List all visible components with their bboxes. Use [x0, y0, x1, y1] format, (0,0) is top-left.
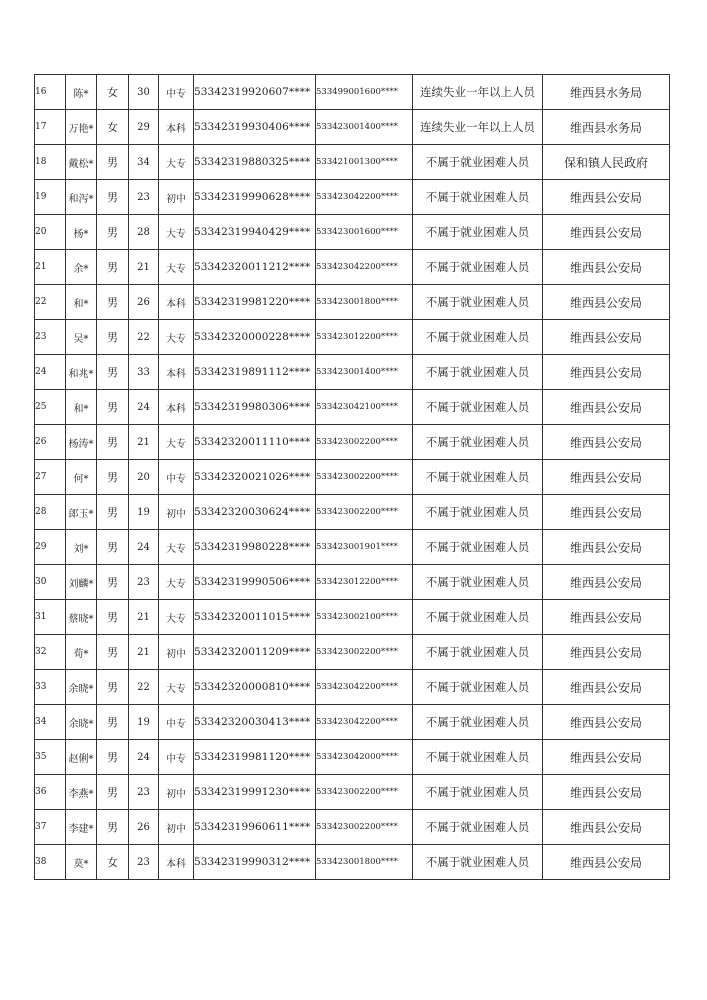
row-id-number: 53342319891112**** [194, 355, 316, 390]
row-age: 26 [129, 285, 159, 320]
row-age: 24 [129, 530, 159, 565]
table-row [35, 530, 670, 565]
row-id-number: 53342320011110**** [194, 425, 316, 460]
row-age: 21 [129, 635, 159, 670]
row-education: 本科 [159, 390, 194, 425]
row-id-number: 53342320011209**** [194, 635, 316, 670]
row-unit: 维西县公安局 [543, 495, 670, 530]
row-id-number: 53342320030624**** [194, 495, 316, 530]
row-code: 533423002200**** [316, 810, 413, 845]
row-gender: 男 [97, 705, 129, 740]
table-row [35, 110, 670, 145]
table-row [35, 250, 670, 285]
row-age: 24 [129, 390, 159, 425]
row-seq: 32 [35, 635, 66, 670]
row-unit: 保和镇人民政府 [543, 145, 670, 180]
row-unit: 维西县公安局 [543, 740, 670, 775]
table-row [35, 600, 670, 635]
row-age: 21 [129, 600, 159, 635]
row-id-number: 53342319981220**** [194, 285, 316, 320]
row-education: 中专 [159, 705, 194, 740]
row-gender: 男 [97, 285, 129, 320]
row-education: 大专 [159, 600, 194, 635]
row-code: 533423001800**** [316, 845, 413, 880]
roster-body [35, 75, 670, 880]
row-seq: 36 [35, 775, 66, 810]
row-unit: 维西县公安局 [543, 670, 670, 705]
row-unit: 维西县公安局 [543, 180, 670, 215]
row-gender: 男 [97, 250, 129, 285]
row-code: 533423042200**** [316, 670, 413, 705]
table-row [35, 845, 670, 880]
row-name: 余晓* [66, 705, 97, 740]
table-row [35, 355, 670, 390]
row-education: 大专 [159, 320, 194, 355]
row-age: 33 [129, 355, 159, 390]
row-age: 28 [129, 215, 159, 250]
row-unit: 维西县水务局 [543, 110, 670, 145]
row-education: 大专 [159, 670, 194, 705]
row-name: 戴松* [66, 145, 97, 180]
row-age: 29 [129, 110, 159, 145]
row-code: 533423001600**** [316, 215, 413, 250]
row-seq: 18 [35, 145, 66, 180]
row-gender: 男 [97, 810, 129, 845]
row-education: 本科 [159, 355, 194, 390]
row-name: 杨* [66, 215, 97, 250]
table-row [35, 320, 670, 355]
row-education: 初中 [159, 635, 194, 670]
row-unit: 维西县公安局 [543, 355, 670, 390]
row-gender: 男 [97, 635, 129, 670]
row-code: 533423002100**** [316, 600, 413, 635]
table-row [35, 740, 670, 775]
row-unit: 维西县公安局 [543, 810, 670, 845]
row-name: 陈* [66, 75, 97, 110]
row-age: 19 [129, 495, 159, 530]
row-age: 24 [129, 740, 159, 775]
row-id-number: 53342320030413**** [194, 705, 316, 740]
row-category: 不属于就业困难人员 [413, 635, 543, 670]
row-seq: 25 [35, 390, 66, 425]
row-unit: 维西县公安局 [543, 320, 670, 355]
table-row [35, 635, 670, 670]
table-row [35, 495, 670, 530]
row-age: 21 [129, 425, 159, 460]
table-row [35, 705, 670, 740]
row-category: 不属于就业困难人员 [413, 390, 543, 425]
row-code: 533423001901**** [316, 530, 413, 565]
row-category: 不属于就业困难人员 [413, 145, 543, 180]
row-education: 大专 [159, 530, 194, 565]
row-education: 初中 [159, 495, 194, 530]
row-id-number: 53342319990628**** [194, 180, 316, 215]
row-category: 不属于就业困难人员 [413, 285, 543, 320]
row-gender: 男 [97, 215, 129, 250]
row-education: 中专 [159, 460, 194, 495]
row-code: 533423012200**** [316, 565, 413, 600]
row-age: 19 [129, 705, 159, 740]
row-id-number: 53342319880325**** [194, 145, 316, 180]
row-age: 34 [129, 145, 159, 180]
row-age: 21 [129, 250, 159, 285]
row-category: 不属于就业困难人员 [413, 600, 543, 635]
row-age: 23 [129, 565, 159, 600]
row-unit: 维西县水务局 [543, 75, 670, 110]
row-gender: 男 [97, 145, 129, 180]
row-category: 连续失业一年以上人员 [413, 110, 543, 145]
row-gender: 男 [97, 355, 129, 390]
row-category: 不属于就业困难人员 [413, 845, 543, 880]
row-name: 蔡晓* [66, 600, 97, 635]
row-name: 刘* [66, 530, 97, 565]
row-gender: 女 [97, 75, 129, 110]
row-name: 万艳* [66, 110, 97, 145]
row-id-number: 53342320000810**** [194, 670, 316, 705]
row-id-number: 53342320011015**** [194, 600, 316, 635]
row-category: 不属于就业困难人员 [413, 670, 543, 705]
row-seq: 30 [35, 565, 66, 600]
row-id-number: 53342319920607**** [194, 75, 316, 110]
table-row [35, 565, 670, 600]
row-id-number: 53342319980306**** [194, 390, 316, 425]
row-category: 不属于就业困难人员 [413, 425, 543, 460]
row-unit: 维西县公安局 [543, 425, 670, 460]
row-category: 不属于就业困难人员 [413, 250, 543, 285]
row-id-number: 53342319930406**** [194, 110, 316, 145]
row-age: 22 [129, 670, 159, 705]
row-gender: 女 [97, 110, 129, 145]
row-category: 不属于就业困难人员 [413, 355, 543, 390]
row-id-number: 53342319960611**** [194, 810, 316, 845]
row-seq: 26 [35, 425, 66, 460]
row-seq: 20 [35, 215, 66, 250]
row-education: 本科 [159, 845, 194, 880]
row-code: 533423042200**** [316, 705, 413, 740]
row-code: 533423002200**** [316, 635, 413, 670]
row-name: 刘麟* [66, 565, 97, 600]
row-age: 23 [129, 775, 159, 810]
row-gender: 男 [97, 180, 129, 215]
row-seq: 35 [35, 740, 66, 775]
row-gender: 女 [97, 845, 129, 880]
row-seq: 33 [35, 670, 66, 705]
row-seq: 19 [35, 180, 66, 215]
row-gender: 男 [97, 320, 129, 355]
row-code: 533423042200**** [316, 180, 413, 215]
row-code: 533423001400**** [316, 355, 413, 390]
row-gender: 男 [97, 425, 129, 460]
row-code: 533421001300**** [316, 145, 413, 180]
row-unit: 维西县公安局 [543, 250, 670, 285]
row-code: 533423002200**** [316, 460, 413, 495]
row-name: 李燕* [66, 775, 97, 810]
row-code: 533423001400**** [316, 110, 413, 145]
row-seq: 23 [35, 320, 66, 355]
row-name: 吴* [66, 320, 97, 355]
row-name: 郎玉* [66, 495, 97, 530]
row-category: 不属于就业困难人员 [413, 775, 543, 810]
row-id-number: 53342319981120**** [194, 740, 316, 775]
row-seq: 17 [35, 110, 66, 145]
row-gender: 男 [97, 740, 129, 775]
table-row [35, 460, 670, 495]
row-id-number: 53342319940429**** [194, 215, 316, 250]
row-code: 533423002200**** [316, 425, 413, 460]
row-seq: 22 [35, 285, 66, 320]
row-gender: 男 [97, 495, 129, 530]
row-age: 23 [129, 180, 159, 215]
row-seq: 28 [35, 495, 66, 530]
row-id-number: 53342320021026**** [194, 460, 316, 495]
table-row [35, 670, 670, 705]
row-name: 荀* [66, 635, 97, 670]
row-code: 533423042200**** [316, 250, 413, 285]
row-age: 22 [129, 320, 159, 355]
row-unit: 维西县公安局 [543, 390, 670, 425]
row-name: 何* [66, 460, 97, 495]
table-row [35, 285, 670, 320]
table-row [35, 425, 670, 460]
row-gender: 男 [97, 775, 129, 810]
row-education: 本科 [159, 285, 194, 320]
row-education: 大专 [159, 145, 194, 180]
row-seq: 37 [35, 810, 66, 845]
row-gender: 男 [97, 670, 129, 705]
row-seq: 34 [35, 705, 66, 740]
row-id-number: 53342320011212**** [194, 250, 316, 285]
row-name: 赵俐* [66, 740, 97, 775]
row-unit: 维西县公安局 [543, 705, 670, 740]
row-category: 不属于就业困难人员 [413, 460, 543, 495]
table-row [35, 75, 670, 110]
row-seq: 21 [35, 250, 66, 285]
row-name: 莫* [66, 845, 97, 880]
row-unit: 维西县公安局 [543, 460, 670, 495]
row-name: 和泻* [66, 180, 97, 215]
row-education: 大专 [159, 425, 194, 460]
row-education: 大专 [159, 565, 194, 600]
table-row [35, 390, 670, 425]
row-seq: 24 [35, 355, 66, 390]
row-code: 533499001600**** [316, 75, 413, 110]
row-unit: 维西县公安局 [543, 775, 670, 810]
table-row [35, 215, 670, 250]
row-unit: 维西县公安局 [543, 285, 670, 320]
row-category: 不属于就业困难人员 [413, 215, 543, 250]
row-name: 杨涛* [66, 425, 97, 460]
row-seq: 16 [35, 75, 66, 110]
row-name: 李建* [66, 810, 97, 845]
row-code: 533423001800**** [316, 285, 413, 320]
row-education: 初中 [159, 180, 194, 215]
row-seq: 38 [35, 845, 66, 880]
row-gender: 男 [97, 390, 129, 425]
row-code: 533423002200**** [316, 495, 413, 530]
row-unit: 维西县公安局 [543, 215, 670, 250]
row-education: 中专 [159, 75, 194, 110]
row-unit: 维西县公安局 [543, 565, 670, 600]
table-row [35, 810, 670, 845]
row-education: 大专 [159, 215, 194, 250]
row-unit: 维西县公安局 [543, 600, 670, 635]
row-education: 初中 [159, 775, 194, 810]
row-category: 不属于就业困难人员 [413, 180, 543, 215]
table-row [35, 145, 670, 180]
row-age: 26 [129, 810, 159, 845]
row-code: 533423042100**** [316, 390, 413, 425]
row-name: 和兆* [66, 355, 97, 390]
row-category: 不属于就业困难人员 [413, 705, 543, 740]
row-name: 余晓* [66, 670, 97, 705]
row-code: 533423002200**** [316, 775, 413, 810]
row-education: 大专 [159, 250, 194, 285]
table-row [35, 775, 670, 810]
row-category: 不属于就业困难人员 [413, 740, 543, 775]
row-category: 不属于就业困难人员 [413, 495, 543, 530]
row-name: 和* [66, 285, 97, 320]
row-category: 不属于就业困难人员 [413, 320, 543, 355]
row-name: 和* [66, 390, 97, 425]
row-gender: 男 [97, 600, 129, 635]
row-id-number: 53342319980228**** [194, 530, 316, 565]
roster-table [34, 74, 670, 880]
row-unit: 维西县公安局 [543, 845, 670, 880]
row-code: 533423012200**** [316, 320, 413, 355]
row-education: 本科 [159, 110, 194, 145]
row-seq: 29 [35, 530, 66, 565]
row-category: 不属于就业困难人员 [413, 810, 543, 845]
row-gender: 男 [97, 565, 129, 600]
row-id-number: 53342319991230**** [194, 775, 316, 810]
row-age: 23 [129, 845, 159, 880]
row-seq: 31 [35, 600, 66, 635]
row-unit: 维西县公安局 [543, 530, 670, 565]
row-category: 连续失业一年以上人员 [413, 75, 543, 110]
row-gender: 男 [97, 460, 129, 495]
table-row [35, 180, 670, 215]
row-age: 30 [129, 75, 159, 110]
row-age: 20 [129, 460, 159, 495]
row-seq: 27 [35, 460, 66, 495]
row-category: 不属于就业困难人员 [413, 530, 543, 565]
row-unit: 维西县公安局 [543, 635, 670, 670]
row-name: 余* [66, 250, 97, 285]
row-gender: 男 [97, 530, 129, 565]
row-category: 不属于就业困难人员 [413, 565, 543, 600]
row-education: 初中 [159, 810, 194, 845]
row-id-number: 53342319990312**** [194, 845, 316, 880]
row-education: 中专 [159, 740, 194, 775]
row-code: 533423042000**** [316, 740, 413, 775]
row-id-number: 53342319990506**** [194, 565, 316, 600]
row-id-number: 53342320000228**** [194, 320, 316, 355]
